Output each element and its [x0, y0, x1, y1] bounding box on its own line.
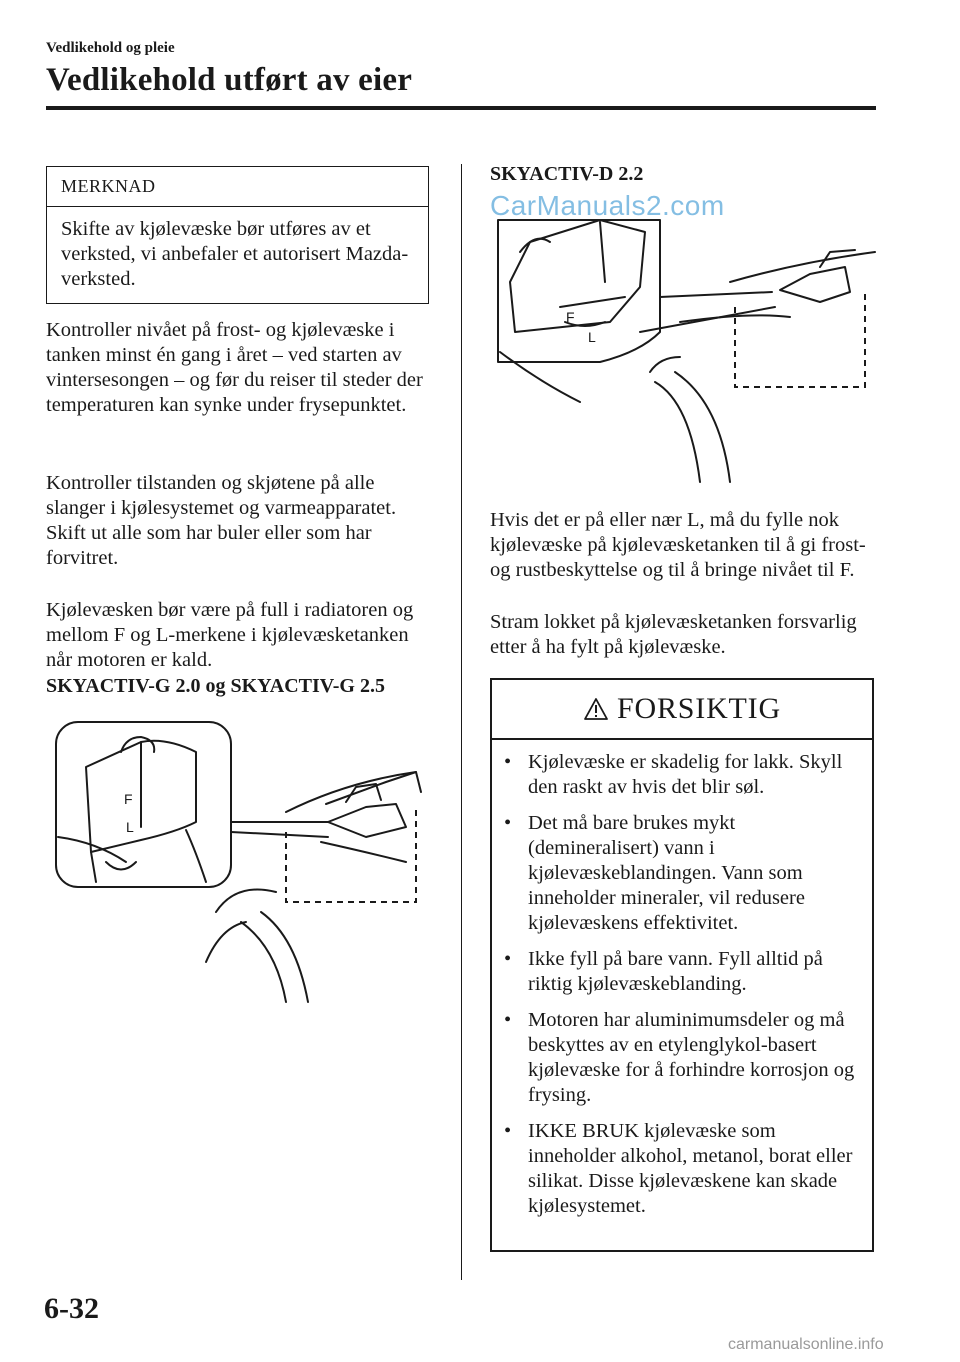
caution-box: [490, 678, 874, 1252]
right-paragraph-2: Stram lokket på kjølevæsketanken forsvarlig etter å ha fylt på kjølevæske.: [490, 611, 857, 658]
bullet-icon: •: [504, 812, 512, 834]
left-paragraph-2: Kontroller tilstanden og skjøtene på alle slanger i kjølesystemet og varmeapparatet. Skift ut alle som har buler eller som har forvitret.: [46, 472, 397, 569]
bullet-icon: •: [504, 948, 512, 970]
coolant-reservoir-illustration-d: [490, 212, 880, 492]
right-paragraph-1: Hvis det er på eller nær L, må du fylle nok kjølevæske på kjølevæsketanken til å gi frost- og rustbeskyttelse og til å bringe nivået til F.: [490, 509, 866, 581]
note-box: [46, 166, 429, 304]
low-mark-label-d: L: [588, 329, 596, 345]
caution-list: [492, 740, 872, 1219]
column-divider: [461, 164, 462, 1280]
bullet-icon: •: [504, 1120, 512, 1142]
caution-item: • Kjølevæske er skadelig for lakk. Skyll den raskt av hvis det blir søl.: [504, 751, 843, 798]
coolant-reservoir-figure-d: [490, 212, 880, 492]
page-title: Vedlikehold utført av eier: [46, 62, 413, 98]
caution-item: • Motoren har aluminimumsdeler og må beskyttes av en etylenglykol-basert kjølevæske for å forhindre korrosjon og frysing.: [504, 1009, 855, 1106]
caution-heading: [492, 680, 872, 740]
bullet-icon: •: [504, 751, 512, 773]
left-subheading: SKYACTIV-G 2.0 og SKYACTIV-G 2.5: [46, 675, 385, 697]
section-name: Vedlikehold og pleie: [46, 40, 175, 56]
left-paragraph-3: Kjølevæsken bør være på full i radiatoren og mellom F og L-merkene i kjølevæsketanken når motoren er kald.: [46, 599, 414, 671]
caution-item: • Det må bare brukes mykt (demineralisert) vann i kjølevæskeblandingen. Vann som inneholder mineraler, vil redusere kjølevæskens effektivitet.: [504, 812, 805, 934]
caution-item: • Ikke fyll på bare vann. Fyll alltid på riktig kjølevæskeblanding.: [504, 948, 823, 995]
low-mark-label-g: L: [126, 819, 134, 835]
page-number: 6-32: [44, 1292, 99, 1325]
header-rule: [46, 106, 876, 110]
full-mark-label-d: F: [566, 309, 575, 325]
caution-title: FORSIKTIG: [617, 692, 781, 725]
note-text: Skifte av kjølevæske bør utføres av et verksted, vi anbefaler et autorisert Mazda-verksted.: [61, 218, 409, 290]
coolant-reservoir-figure-g: [46, 712, 436, 1012]
full-mark-label-g: F: [124, 791, 133, 807]
watermark-footer: carmanualsonline.info: [728, 1336, 884, 1353]
caution-item: • IKKE BRUK kjølevæske som inneholder alkohol, metanol, borat eller silikat. Disse kjølevæskene kan skade kjølesystemet.: [504, 1120, 853, 1217]
note-heading: MERKNAD: [47, 167, 428, 207]
left-paragraph-1: Kontroller nivået på frost- og kjølevæske i tanken minst én gang i året – ved starten av vintersesongen – og før du reiser til steder der temperaturen kan synke under frysepunktet.: [46, 319, 423, 416]
watermark-top: CarManuals2.com: [490, 190, 725, 221]
coolant-reservoir-illustration-g: [46, 712, 436, 1012]
right-subheading: SKYACTIV-D 2.2: [490, 163, 644, 185]
warning-triangle-icon: [583, 697, 609, 721]
bullet-icon: •: [504, 1009, 512, 1031]
